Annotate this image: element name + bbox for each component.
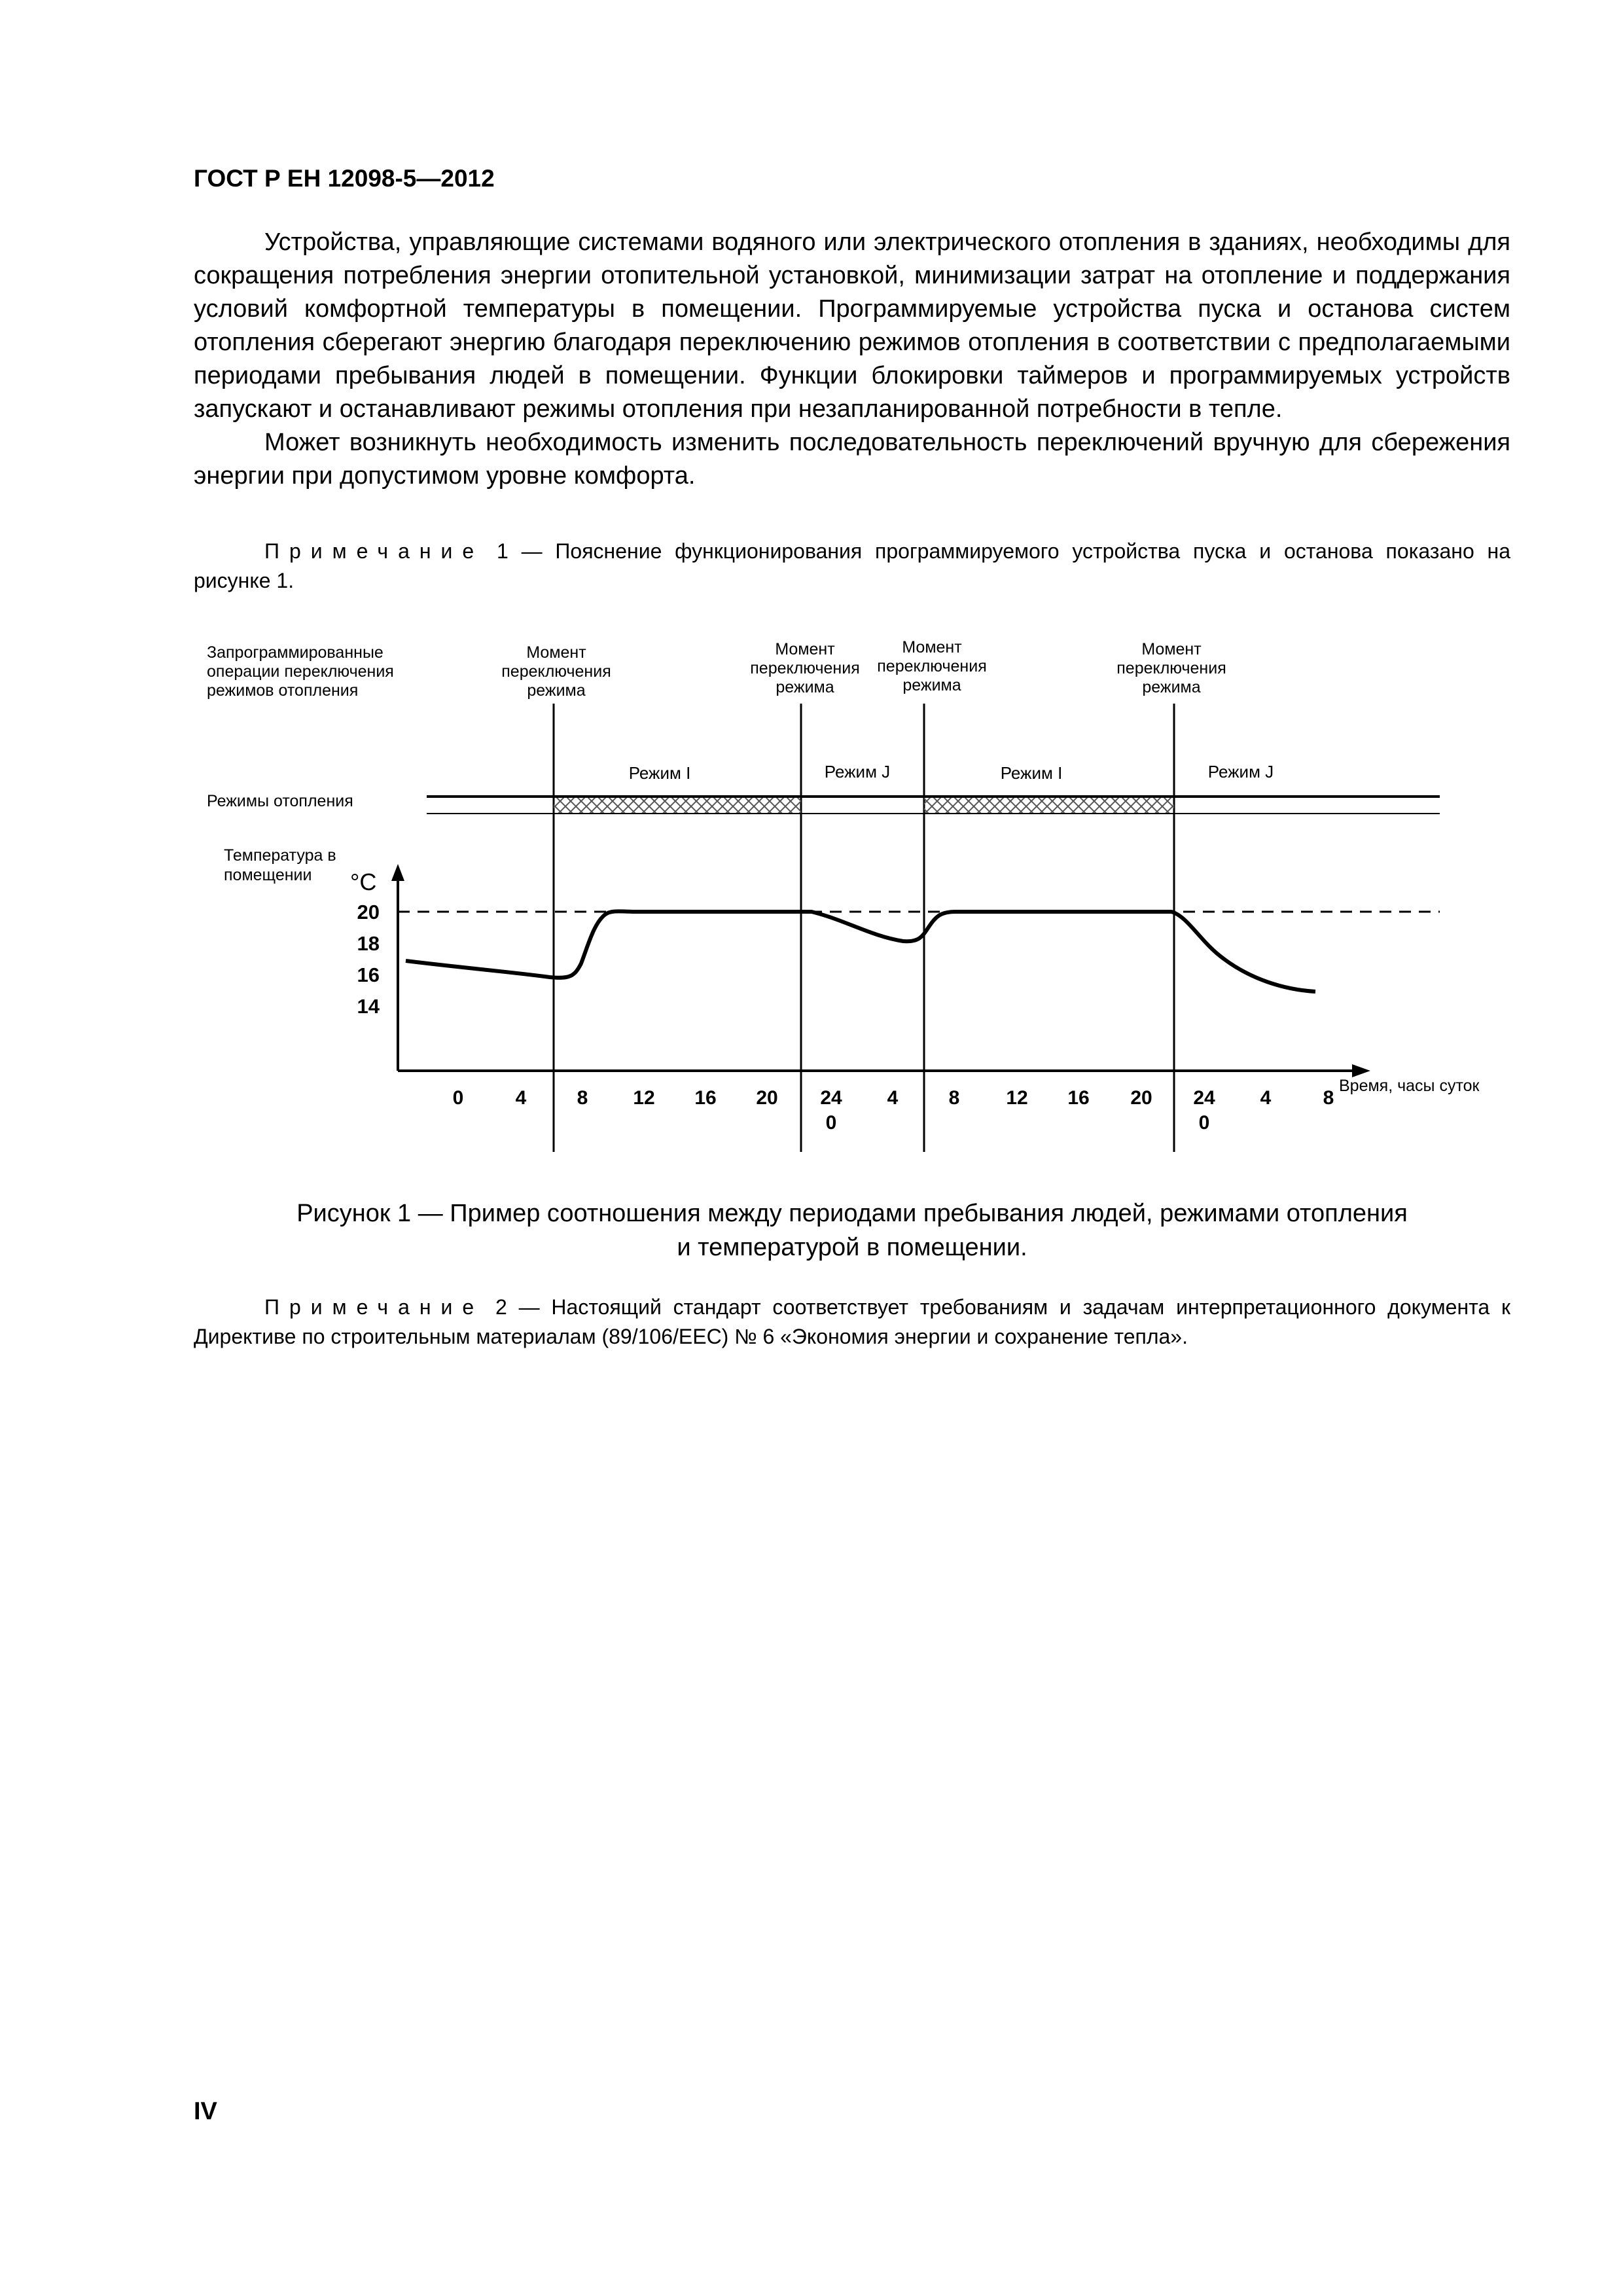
switch-moment-label-3	[877, 638, 987, 694]
switch-moment-4-line-3: режима	[1142, 678, 1201, 696]
switch-moment-label-1	[501, 643, 611, 700]
note-1-text: 1 — Пояснение функционирования программируемого устройства пуска и останова показано на рисунке 1.	[194, 539, 1511, 592]
mode-label-2: Режим J	[824, 762, 891, 781]
switch-moment-4-line-1: Момент	[1141, 640, 1202, 658]
figure-1-diagram	[0, 628, 1623, 1178]
body-text	[194, 226, 1510, 493]
switch-moment-4-line-2: переключения	[1116, 659, 1226, 677]
x-tick-12: 12	[633, 1087, 655, 1109]
paragraph-2: Может возникнуть необходимость изменить последовательность переключений вручную для сбережения энергии при допустимом уровне комфорта.	[194, 429, 1510, 490]
x-tick-zero-2: 0	[1198, 1112, 1210, 1134]
caption-line-1: Рисунок 1 — Пример соотношения между периодами пребывания людей, режимами отопления	[296, 1200, 1408, 1227]
room-temp-line-1: Температура в	[224, 846, 336, 865]
programmed-ops-line-2: операции переключения	[207, 662, 394, 681]
caption-line-2: и температурой в помещении.	[677, 1234, 1027, 1261]
heating-modes-label: Режимы отопления	[207, 792, 353, 810]
switch-moment-2-line-1: Момент	[775, 640, 835, 658]
x-tick-8c: 8	[1323, 1087, 1334, 1109]
note-2	[194, 1293, 1510, 1352]
y-tick-16: 16	[357, 963, 380, 986]
switch-moment-3-line-2: переключения	[877, 657, 987, 675]
y-tick-20: 20	[357, 901, 380, 924]
unit-label: °С	[350, 869, 377, 895]
paragraph-1: Устройства, управляющие системами водяного или электрического отопления в зданиях, необходимы для сокращения потребления энергии отопительной установкой, минимизации затрат на отопление и поддержания условий комфортной температуры в помещении. Программируемые устройства пуска и останова систем отопления сберегают энергию благодаря переключению режимов отопления в соответствии с предполагаемыми периодами пребывания людей в помещении. Функции блокировки таймеров и программируемых устройств запускают и останавливают режимы отопления при незапланированной потребности в тепле.	[194, 228, 1510, 423]
programmed-ops-line-1: Запрограммированные	[207, 643, 383, 662]
x-tick-20b: 20	[1130, 1087, 1152, 1109]
figure-caption	[194, 1196, 1510, 1265]
switch-moment-label-2	[750, 640, 860, 696]
switch-moment-label-4	[1116, 640, 1226, 696]
x-tick-labels	[453, 1087, 1334, 1134]
y-tick-18: 18	[357, 932, 380, 955]
x-tick-zero-1: 0	[825, 1112, 837, 1134]
y-tick-14: 14	[357, 995, 380, 1018]
mode-band-hatch-2	[924, 797, 1174, 813]
note-1	[194, 537, 1510, 596]
switch-moment-2-line-2: переключения	[750, 659, 860, 677]
x-tick-16b: 16	[1067, 1087, 1090, 1109]
x-tick-4: 4	[515, 1087, 527, 1109]
switch-moment-2-line-3: режима	[776, 678, 834, 696]
switch-moment-1-line-3: режима	[527, 681, 586, 700]
programmed-ops-label	[207, 643, 394, 700]
page-number: IV	[194, 2098, 217, 2125]
note-2-lead: Примечание	[264, 1295, 484, 1319]
x-tick-0: 0	[452, 1087, 464, 1109]
x-tick-8b: 8	[948, 1087, 960, 1109]
x-tick-4c: 4	[1260, 1087, 1272, 1109]
x-tick-24b: 24	[1193, 1087, 1215, 1109]
x-tick-12b: 12	[1006, 1087, 1028, 1109]
mode-label-4: Режим J	[1207, 762, 1274, 781]
room-temp-label	[224, 846, 336, 884]
x-axis-arrow	[1352, 1064, 1370, 1077]
x-tick-4b: 4	[887, 1087, 899, 1109]
mode-band-hatch-1	[554, 797, 801, 813]
x-tick-8: 8	[577, 1087, 588, 1109]
note-1-lead: Примечание	[264, 539, 484, 563]
mode-label-1: Режим I	[628, 763, 691, 783]
figure-1	[0, 628, 1623, 1178]
document-header: ГОСТ Р ЕН 12098-5—2012	[194, 165, 495, 192]
x-tick-24: 24	[820, 1087, 842, 1109]
mode-label-3: Режим I	[1000, 763, 1063, 783]
x-tick-16: 16	[694, 1087, 717, 1109]
switch-moment-1-line-1: Момент	[526, 643, 586, 662]
x-axis-label: Время, часы суток	[1339, 1077, 1480, 1095]
note-2-text: 2 — Настоящий стандарт соответствует требованиям и задачам интерпретационного документа к Директиве по строительным материалам (89/106/EEC) № 6 «Экономия энергии и сохранение тепла».	[194, 1295, 1511, 1348]
switch-moment-3-line-3: режима	[902, 676, 961, 694]
switch-moment-3-line-1: Момент	[902, 638, 962, 656]
switch-moment-1-line-2: переключения	[501, 662, 611, 681]
x-tick-20: 20	[756, 1087, 778, 1109]
room-temperature-curve	[406, 911, 1315, 992]
y-axis-arrow	[391, 864, 404, 881]
programmed-ops-line-3: режимов отопления	[207, 681, 359, 700]
room-temp-line-2: помещении	[224, 866, 312, 884]
